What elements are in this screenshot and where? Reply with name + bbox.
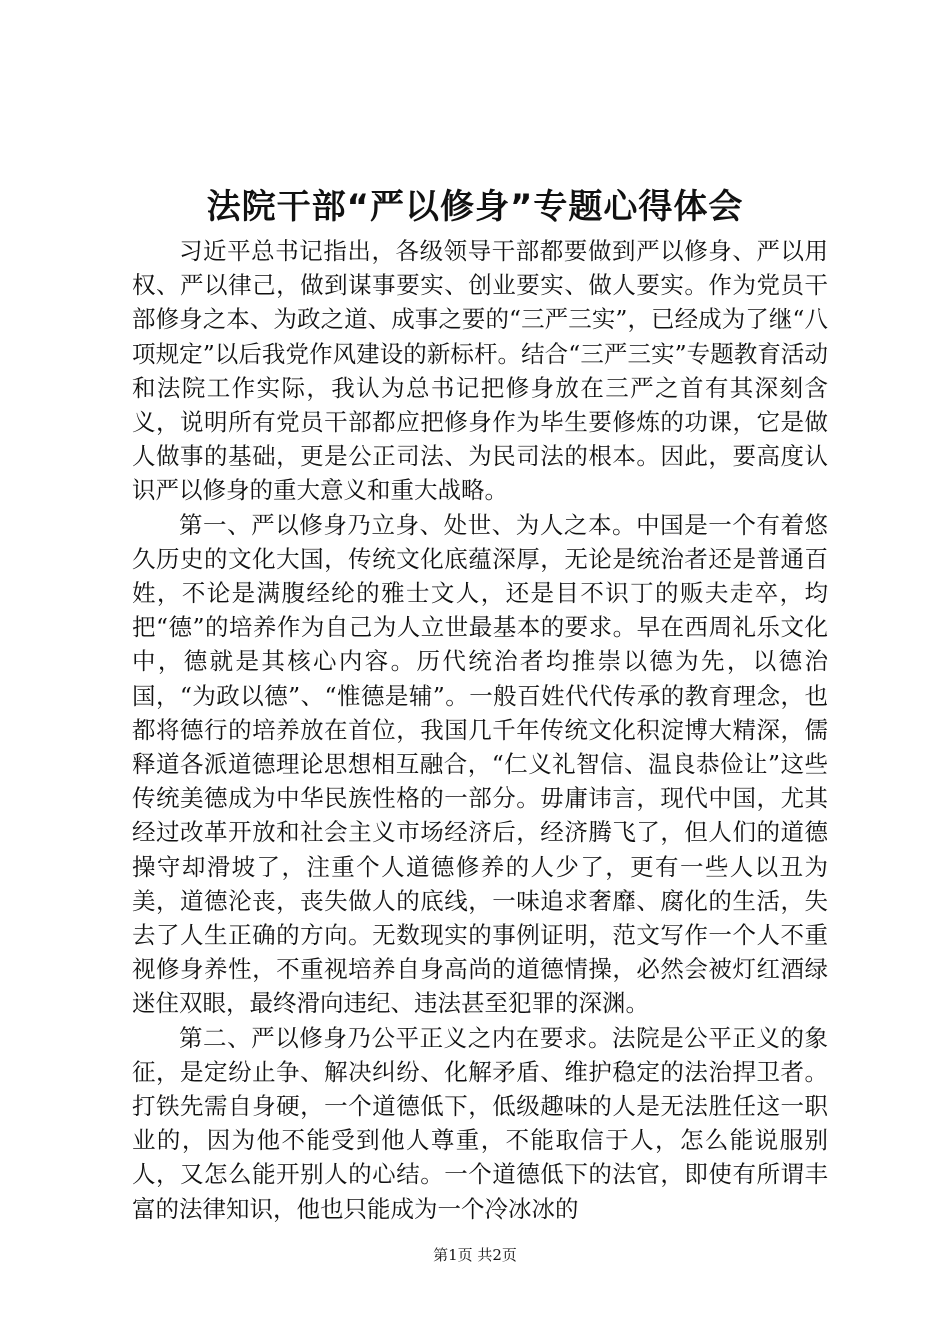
page-footer: 第1页 共2页 bbox=[433, 1246, 517, 1264]
paragraph-intro: 习近平总书记指出，各级领导干部都要做到严以修身、严以用权、严以律己，做到谋事要实、创业要实、做人要实。作为党员干部修身之本、为政之道、成事之要的“三严三实”，已经成为了继“八项规定”以后我党作风建设的新标杆。结合“三严三实”专题教育活动和法院工作实际，我认为总书记把修身放在三严之首有其深刻含义，说明所有党员干部都应把修身作为毕生要修炼的功课，它是做人做事的基础，更是公正司法、为民司法的根本。因此，要高度认识严以修身的重大意义和重大战略。 bbox=[132, 237, 828, 505]
document-title: 法院干部“严以修身”专题心得体会 bbox=[206, 187, 744, 227]
paragraph-point-two: 第二、严以修身乃公平正义之内在要求。法院是公平正义的象征，是定纷止争、解决纠纷、化解矛盾、维护稳定的法治捍卫者。打铁先需自身硬，一个道德低下，低级趣味的人是无法胜任这一职业的，因为他不能受到他人尊重，不能取信于人，怎么能说服别人，又怎么能开别人的心结。一个道德低下的法官，即使有所谓丰富的法律知识，他也只能成为一个冷冰冰的 bbox=[132, 1023, 828, 1223]
document-body bbox=[132, 234, 828, 1226]
paragraph-point-one: 第一、严以修身乃立身、处世、为人之本。中国是一个有着悠久历史的文化大国，传统文化底蕴深厚，无论是统治者还是普通百姓，不论是满腹经纶的雅士文人，还是目不识丁的贩夫走卒，均把“德”的培养作为自己为人立世最基本的要求。早在西周礼乐文化中，德就是其核心内容。历代统治者均推崇以德为先，以德治国，“为政以德”、“惟德是辅”。一般百姓代代传承的教育理念，也都将德行的培养放在首位，我国几千年传统文化积淀博大精深，儒释道各派道德理论思想相互融合，“仁义礼智信、温良恭俭让”这些传统美德成为中华民族性格的一部分。毋庸讳言，现代中国，尤其经过改革开放和社会主义市场经济后，经济腾飞了，但人们的道德操守却滑坡了，注重个人道德修养的人少了，更有一些人以丑为美，道德沦丧，丧失做人的底线，一味追求奢靡、腐化的生活，失去了人生正确的方向。无数现实的事例证明，范文写作一个人不重视修身养性，不重视培养自身高尚的道德情操，必然会被灯红酒绿迷住双眼，最终滑向违纪、违法甚至犯罪的深渊。 bbox=[132, 510, 828, 1018]
